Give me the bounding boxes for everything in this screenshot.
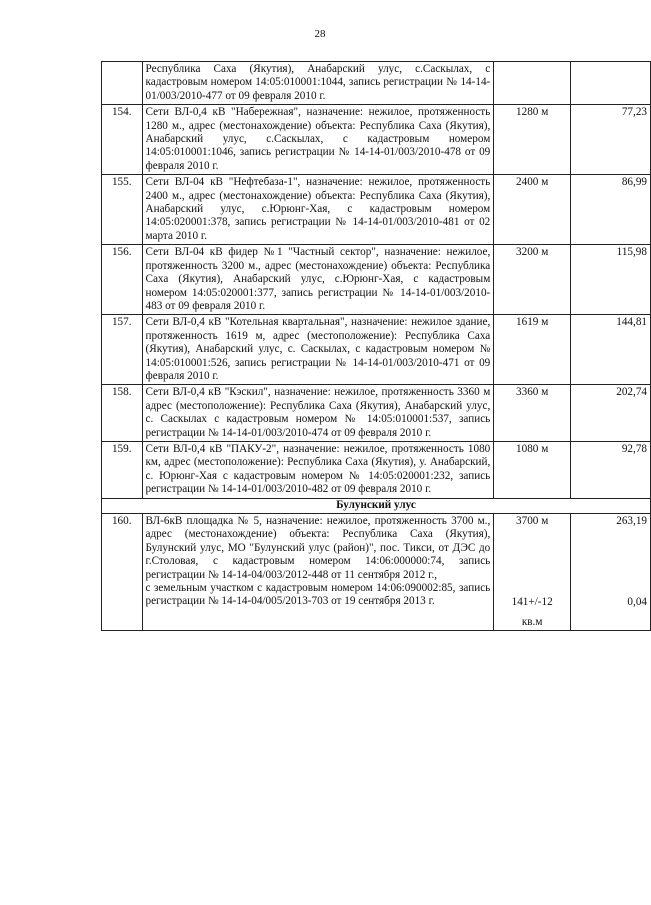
row-number bbox=[102, 62, 143, 105]
row-description: Республика Саха (Якутия), Анабарский улус, с.Саскылах, с кадастровым номером 14:05:010001:1044, запись регистрации № 14-14-01/003/2010-477 от 09 февраля 2010 г. bbox=[142, 62, 494, 105]
row-length bbox=[494, 514, 571, 631]
table-row bbox=[102, 245, 651, 315]
row-length: 2400 м bbox=[494, 175, 571, 245]
row-description: Сети ВЛ-04 кВ "Нефтебаза-1", назначение: нежилое, протяженность 2400 м., адрес (местонахождение) объекта: Республика Саха (Якутия), Анабарский улус, с.Юрюнг-Хая, с кадастровым номером 14:05:020001:378, запись регистрации № 14-14-01/003/2010-481 от 02 марта 2010 г. bbox=[142, 175, 494, 245]
row-description: Сети ВЛ-0,4 кВ "Кэскил", назначение: нежилое, протяженность 3360 м адрес (местоположение): Республика Саха (Якутия), Анабарский улус, с. Саскылах с кадастровым номером № 14:05:010001:537, запись регистрации № 14-14-01/003/2010-474 от 09 февраля 2010 г. bbox=[142, 385, 494, 442]
row-value: 92,78 bbox=[571, 441, 651, 498]
table-row bbox=[102, 385, 651, 442]
district-heading-row bbox=[102, 498, 651, 513]
row-description bbox=[142, 514, 494, 631]
row-number: 159. bbox=[102, 441, 143, 498]
row-value: 77,23 bbox=[571, 105, 651, 175]
row-number: 158. bbox=[102, 385, 143, 442]
row-length: 3200 м bbox=[494, 245, 571, 315]
row-description: Сети ВЛ-0,4 кВ "ПАКУ-2", назначение: нежилое, протяженность 1080 км, адрес (местоположение): Республика Саха (Якутия), у. Анабарский, с. Юрюнг-Хая с кадастровым номером № 14:05:020001:232, запись регистрации № 14-14-01/003/2010-482 от 09 февраля 2010 г. bbox=[142, 441, 494, 498]
row-value: 202,74 bbox=[571, 385, 651, 442]
row-value: 144,81 bbox=[571, 315, 651, 385]
row-number: 157. bbox=[102, 315, 143, 385]
property-registry-table bbox=[101, 61, 651, 631]
object-value: 263,19 bbox=[616, 515, 647, 527]
row-description: Сети ВЛ-04 кВ фидер №1 "Частный сектор", назначение: нежилое, протяженность 3200 м., адрес (местонахождение) объекта: Республика Саха (Якутия), Анабарский улус, с.Юрюнг-Хая, с кадастровым номером 14:05:020001:377, запись регистрации № 14-14-01/003/2010-483 от 09 февраля 2010 г. bbox=[142, 245, 494, 315]
registry-rows bbox=[102, 62, 651, 499]
row-number: 156. bbox=[102, 245, 143, 315]
land-plot-description: с земельным участком с кадастровым номером 14:06:090002:85, запись регистрации № 14-14-04/005/2013-703 от 19 сентября 2013 г. bbox=[145, 582, 491, 608]
object-length: 3700 м bbox=[516, 515, 549, 527]
table-row bbox=[102, 441, 651, 498]
land-plot-value: 0,04 bbox=[627, 596, 647, 609]
row-value: 86,99 bbox=[571, 175, 651, 245]
table-row bbox=[102, 62, 651, 105]
row-value bbox=[571, 62, 651, 105]
table-row bbox=[102, 175, 651, 245]
row-value: 115,98 bbox=[571, 245, 651, 315]
row-description: Сети ВЛ-0,4 кВ "Котельная квартальная", назначение: нежилое здание, протяженность 1619 м, адрес (местоположение): Республика Саха (Якутия), Анабарский улус, с. Саскылах, с кадастровым номером № 14:05:010001:526, запись регистрации № 14-14-01/003/2010-471 от 09 февраля 2010 г. bbox=[142, 315, 494, 385]
row-number: 155. bbox=[102, 175, 143, 245]
row-number: 160. bbox=[102, 514, 143, 631]
row-length bbox=[494, 62, 571, 105]
object-description: ВЛ-6кВ площадка № 5, назначение: нежилое, протяженность 3700 м., адрес (местонахождение) объекта: Республика Саха (Якутия), Булунский улус, МО "Булунский улус (район)", пос. Тикси, от ДЭС до г.Столовая, с кадастровым номером 14:06:000000:74, запись регистрации № 14-14-04/003/2012-448 от 11 сентября 2012 г., bbox=[145, 515, 491, 581]
row-length: 1280 м bbox=[494, 105, 571, 175]
table-row bbox=[102, 315, 651, 385]
page-number: 28 bbox=[314, 28, 326, 40]
row-length: 3360 м bbox=[494, 385, 571, 442]
row-number: 154. bbox=[102, 105, 143, 175]
table-row bbox=[102, 105, 651, 175]
land-plot-area: 141+/-12 bbox=[511, 596, 553, 609]
land-plot-area-unit: кв.м bbox=[521, 615, 543, 628]
district-heading: Булунский улус bbox=[102, 498, 651, 513]
row-value bbox=[571, 514, 651, 631]
row-length: 1619 м bbox=[494, 315, 571, 385]
row-length: 1080 м bbox=[494, 441, 571, 498]
table-row bbox=[102, 514, 651, 631]
row-description: Сети ВЛ-0,4 кВ "Набережная", назначение: нежилое, протяженность 1280 м., адрес (местонахождение) объекта: Республика Саха (Якутия), Анабарский улус, с.Саскылах, с кадастровым номером 14:05:010001:1046, запись регистрации № 14-14-01/003/2010-478 от 09 февраля 2010 г. bbox=[142, 105, 494, 175]
